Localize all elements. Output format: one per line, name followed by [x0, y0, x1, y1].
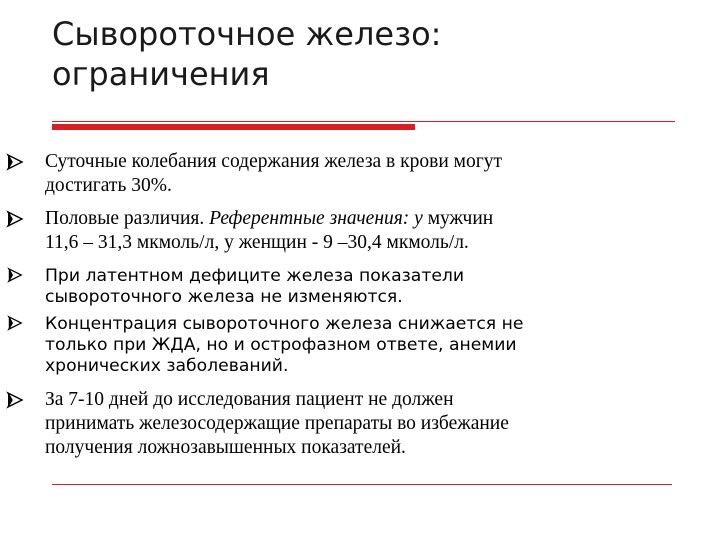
bullet-line: сывороточного железа не изменяются.: [45, 287, 403, 307]
title-line-1: Сывороточное железо:: [52, 15, 442, 53]
bullet-line: [45, 207, 645, 231]
bullet-line: хронических заболеваний.: [45, 356, 289, 376]
bullet-text: [45, 388, 645, 460]
bullet-line: 11,6 – 31,3 мкмоль/л, у женщин - 9 –30,4 мкмоль/л.: [45, 232, 469, 253]
slide-title: [52, 14, 692, 94]
arrow-bullet-icon: [6, 391, 24, 409]
bullet-text-normal: мужчин: [422, 208, 494, 229]
bullet-text: [45, 150, 645, 198]
bullet-line: При латентном дефиците железа показатели: [45, 266, 465, 286]
arrow-bullet-icon: [7, 315, 23, 331]
title-underline-thick: [52, 124, 415, 130]
bullet-line: получения ложнозавышенных показателей.: [45, 437, 406, 458]
arrow-bullet-icon: [6, 153, 24, 171]
bullet-text-normal: Половые различия.: [45, 208, 210, 229]
bullet-line: За 7-10 дней до исследования пациент не должен: [45, 389, 454, 410]
bullet-line: принимать железосодержащие препараты во избежание: [45, 413, 509, 434]
bullet-text-italic: Референтные значения: у: [209, 208, 423, 229]
arrow-bullet-icon: [7, 267, 23, 283]
bullet-line: Концентрация сывороточного железа снижается не: [45, 314, 524, 334]
bullet-line: Суточные колебания содержания железа в крови могут: [45, 151, 502, 172]
bottom-divider: [52, 484, 672, 485]
bullet-text: [45, 207, 645, 255]
bullet-text: [45, 314, 645, 377]
bullet-line: только при ЖДА, но и острофазном ответе, анемии: [45, 335, 517, 355]
arrow-bullet-icon: [6, 210, 24, 228]
title-underline-thin: [52, 121, 675, 122]
bullet-text: [45, 266, 645, 308]
title-line-2: ограничения: [52, 55, 270, 93]
bullet-line: достигать 30%.: [45, 175, 172, 196]
